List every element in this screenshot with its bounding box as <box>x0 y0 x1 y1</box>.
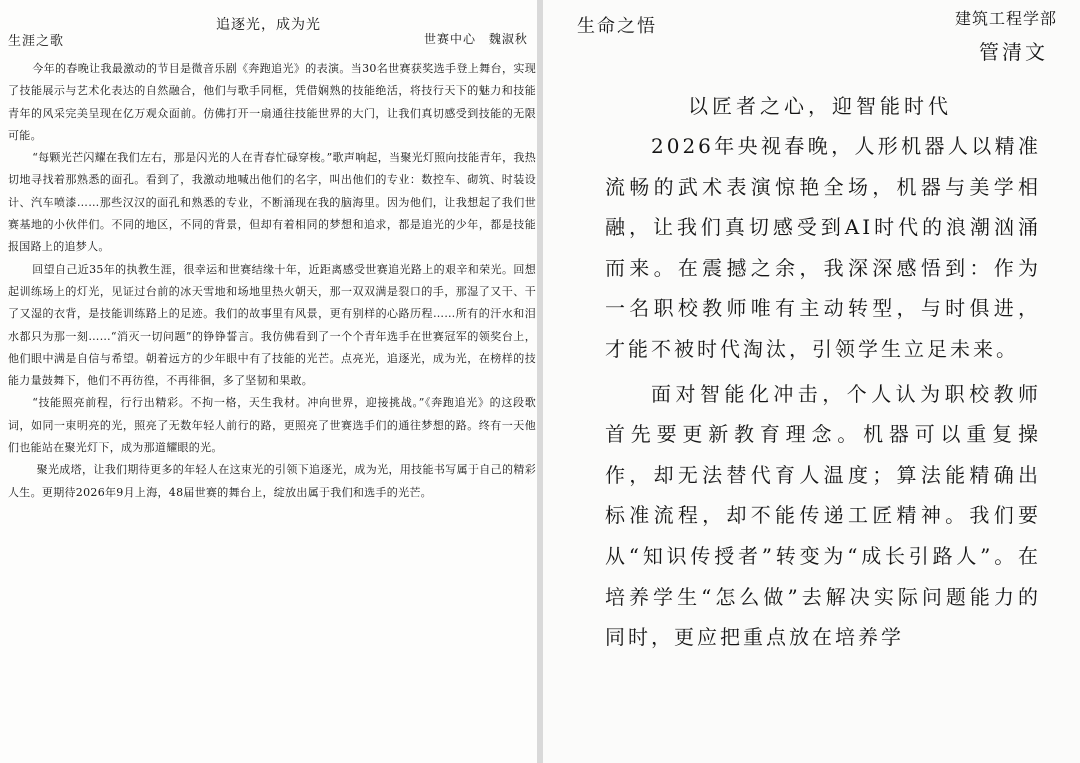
left-author-dept: 世赛中心 <box>424 32 477 46</box>
left-author-name: 魏淑秋 <box>488 32 528 46</box>
left-author <box>424 30 528 47</box>
left-paragraph: 今年的春晚让我最激动的节目是微音乐剧《奔跑追光》的表演。当30名世赛获奖选手登上舞台，实现了技能展示与艺术化表达的自然融合，他们与歌手同框，凭借娴熟的技能绝活，将技行天下的魅力和技能青年的风采完美呈现在亿万观众面前。仿佛打开一扇通往技能世界的大门，让我们真切感受到技能的无限可能。 <box>8 62 536 142</box>
right-author-name: 管清文 <box>979 40 1048 64</box>
left-article-title: 追逐光，成为光 <box>216 17 321 33</box>
left-paragraph: “每颗光芒闪耀在我们左右，那是闪光的人在青春忙碌穿梭。”歌声响起，当聚光灯照向技能青年，我热切地寻找着那熟悉的面孔。看到了，我激动地喊出他们的名字，叫出他们的专业：数控车、砌筑、时装设计、汽车喷漆……那些汉汉的面孔和熟悉的专业，不断涌现在我的脑海里。因为他们，让我想起了我们世赛基地的小伙伴们。不同的地区，不同的背景，但却有着相同的梦想和追求，都是追光的少年，都是技能报国路上的追梦人。 <box>8 151 536 254</box>
right-article-title: 以匠者之心，迎智能时代 <box>688 94 952 118</box>
left-paragraph: “技能照亮前程，行行出精彩。不拘一格，天生我材。冲向世界，迎接挑战。”《奔跑追光》的这段歌词，如同一束明亮的光，照亮了无数年轻人前行的路，更照亮了世赛选手们的通往梦想的路。终有一天他们也能站在聚光灯下，成为那道耀眼的光。 <box>8 396 536 455</box>
left-paragraph: 回望自己近35年的执教生涯，很幸运和世赛结缘十年，近距离感受世赛追光路上的艰辛和荣光。回想起训练场上的灯光，见证过台前的冰天雪地和场地里热火朝天，那一双双满是裂口的手，那湿了又干、干了又湿的衣背，是技能训练路上的足迹。我们的故事里有风景，更有别样的心路历程……所有的汗水和泪水都只为那一刻……“消灭一切问题”的铮铮誓言。我仿佛看到了一个个青年选手在世赛冠军的领奖台上，他们眼中满是自信与希望。朝着远方的少年眼中有了技能的光芒。点亮光，追逐光，成为光，在榜样的技能力量鼓舞下，他们不再彷徨，不再徘徊，多了坚韧和果敢。 <box>8 262 536 388</box>
left-section-label: 生涯之歌 <box>8 34 65 49</box>
right-paragraph: 面对智能化冲击，个人认为职校教师首先要更新教育理念。机器可以重复操作，却无法替代育人温度；算法能精确出标准流程，却不能传递工匠精神。我们要从“知识传授者”转变为“成长引路人”。在培养学生“怎么做”去解决实际问题能力的同时，更应把重点放在培养学 <box>605 381 1041 650</box>
right-paragraph: 2026年央视春晚，人形机器人以精准流畅的武术表演惊艳全场，机器与美学相融，让我们真切感受到AI时代的浪潮汹涌而来。在震撼之余，我深深感悟到：作为一名职校教师唯有主动转型，与时俱进，才能不被时代淘汰，引领学生立足未来。 <box>605 134 1041 361</box>
right-section-label: 生命之悟 <box>577 16 657 37</box>
left-page <box>0 0 537 763</box>
show-through-text <box>693 26 833 51</box>
right-author-dept: 建筑工程学部 <box>955 9 1058 28</box>
left-paragraph: 聚光成塔，让我们期待更多的年轻人在这束光的引领下追逐光，成为光，用技能书写属于自己的精彩人生。更期待2026年9月上海，48届世赛的舞台上，绽放出属于我们和选手的光芒。 <box>8 463 536 499</box>
left-article-body <box>8 58 536 504</box>
right-page <box>543 0 1080 763</box>
right-article-body <box>605 126 1041 658</box>
